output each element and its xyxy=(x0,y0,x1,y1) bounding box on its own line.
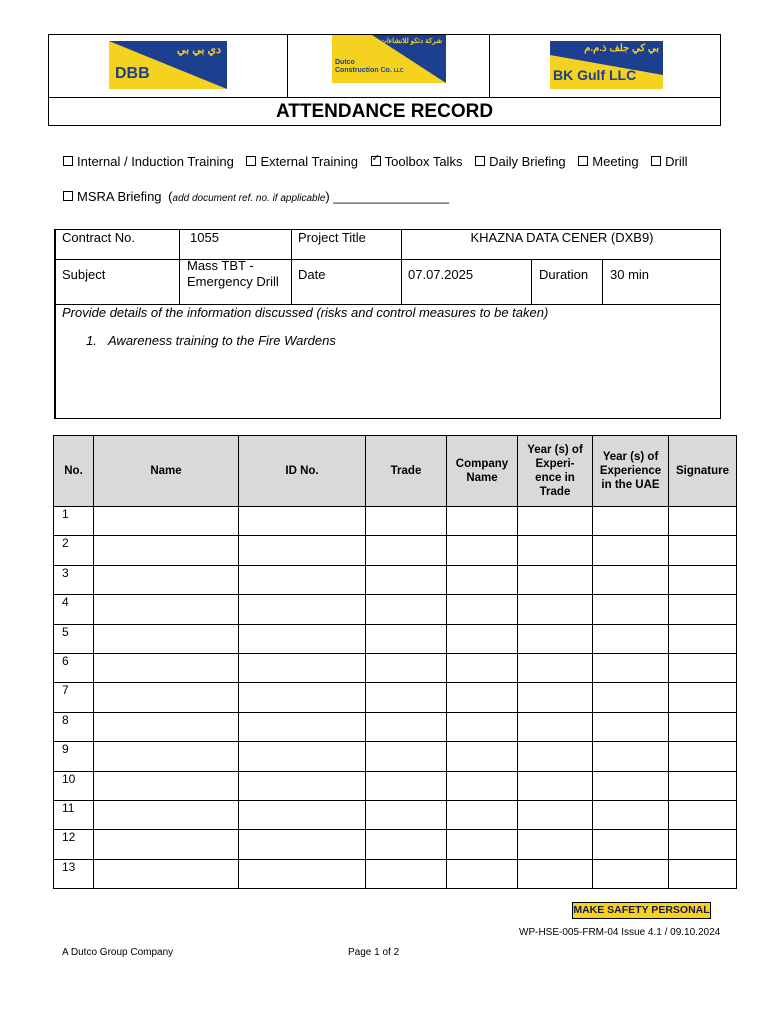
logo-row xyxy=(49,35,720,98)
cell-experience-uae[interactable] xyxy=(593,507,669,536)
subject-value-line1: Mass TBT - xyxy=(187,258,254,273)
cell-signature[interactable] xyxy=(669,595,737,624)
option-meeting[interactable] xyxy=(578,154,638,169)
cell-experience-uae[interactable] xyxy=(593,712,669,741)
row-number: 13 xyxy=(54,859,94,888)
column-header-line: Experience xyxy=(599,465,662,477)
cell-signature[interactable] xyxy=(669,683,737,712)
cell-signature[interactable] xyxy=(669,565,737,594)
option-label: Internal / Induction Training xyxy=(77,154,234,169)
cell-trade[interactable] xyxy=(366,712,447,741)
cell-name[interactable] xyxy=(94,742,239,771)
row-number: 5 xyxy=(54,624,94,653)
row-number: 4 xyxy=(54,595,94,624)
company-footer: A Dutco Group Company xyxy=(62,947,174,958)
table-row xyxy=(54,830,737,859)
column-header-experience-trade xyxy=(518,436,593,507)
document-header xyxy=(48,34,721,126)
cell-name[interactable] xyxy=(94,536,239,565)
dbb-logo xyxy=(109,41,227,89)
duration-label: Duration xyxy=(539,267,589,282)
cell-name[interactable] xyxy=(94,565,239,594)
cell-experience-trade[interactable] xyxy=(518,624,593,653)
option-label: Toolbox Talks xyxy=(384,154,463,169)
cell-id-no[interactable] xyxy=(239,683,366,712)
table-row xyxy=(54,536,737,565)
cell-experience-uae[interactable] xyxy=(593,624,669,653)
table-row xyxy=(54,683,737,712)
page-title: ATTENDANCE RECORD xyxy=(275,101,494,122)
cell-company-name[interactable] xyxy=(447,624,518,653)
option-label: Drill xyxy=(665,154,688,169)
cell-id-no[interactable] xyxy=(239,712,366,741)
cell-name[interactable] xyxy=(94,859,239,888)
column-header-line: Trade xyxy=(390,465,422,477)
cell-name[interactable] xyxy=(94,771,239,800)
attendance-table xyxy=(53,435,737,889)
checkbox[interactable] xyxy=(246,156,256,166)
column-header-line: No. xyxy=(64,465,83,477)
column-header-line: in the UAE xyxy=(601,479,660,491)
table-row xyxy=(54,742,737,771)
row-number: 11 xyxy=(54,800,94,829)
row-number: 10 xyxy=(54,771,94,800)
cell-signature[interactable] xyxy=(669,653,737,682)
cell-trade[interactable] xyxy=(366,536,447,565)
cell-experience-uae[interactable] xyxy=(593,653,669,682)
cell-id-no[interactable] xyxy=(239,507,366,536)
checkbox[interactable] xyxy=(475,156,485,166)
table-row xyxy=(54,624,737,653)
column-header-experience-uae xyxy=(593,436,669,507)
msra-row xyxy=(63,189,449,204)
cell-experience-trade[interactable] xyxy=(518,859,593,888)
cell-company-name[interactable] xyxy=(447,536,518,565)
msra-ref-field[interactable]: ________________ xyxy=(333,189,450,204)
cell-signature[interactable] xyxy=(669,800,737,829)
row-number: 8 xyxy=(54,712,94,741)
row-number: 1 xyxy=(54,507,94,536)
column-header-line: ID No. xyxy=(285,465,319,477)
cell-id-no[interactable] xyxy=(239,830,366,859)
table-row xyxy=(54,565,737,594)
column-header-trade xyxy=(366,436,447,507)
table-row xyxy=(54,595,737,624)
row-number: 2 xyxy=(54,536,94,565)
msra-close-paren: ) xyxy=(325,189,330,204)
date-value[interactable]: 07.07.2025 xyxy=(408,267,474,282)
checkbox[interactable] xyxy=(63,156,73,166)
msra-open-paren: ( xyxy=(168,189,173,204)
cell-company-name[interactable] xyxy=(447,859,518,888)
info-table xyxy=(54,229,721,419)
cell-trade[interactable] xyxy=(366,830,447,859)
column-header-line: Name xyxy=(150,465,182,477)
subject-label: Subject xyxy=(62,267,106,282)
duration-value[interactable]: 30 min xyxy=(610,267,650,282)
cell-signature[interactable] xyxy=(669,830,737,859)
cell-company-name[interactable] xyxy=(447,742,518,771)
cell-experience-trade[interactable] xyxy=(518,800,593,829)
cell-trade[interactable] xyxy=(366,771,447,800)
dutco-logo-suffix: LLC xyxy=(393,68,404,74)
logo-cell-dutco xyxy=(288,35,490,97)
cell-name[interactable] xyxy=(94,800,239,829)
contract-value[interactable]: 1055 xyxy=(190,230,219,245)
cell-id-no[interactable] xyxy=(239,800,366,829)
details-item-text: Awareness training to the Fire Wardens xyxy=(108,333,336,348)
cell-company-name[interactable] xyxy=(447,830,518,859)
column-header-line: Trade xyxy=(539,486,571,498)
row-number: 3 xyxy=(54,565,94,594)
cell-name[interactable] xyxy=(94,507,239,536)
row-number: 9 xyxy=(54,742,94,771)
bkgulf-logo xyxy=(550,41,663,89)
cell-signature[interactable] xyxy=(669,624,737,653)
training-type-row xyxy=(63,154,697,169)
cell-trade[interactable] xyxy=(366,859,447,888)
dutco-logo-line2 xyxy=(335,67,403,74)
cell-experience-uae[interactable] xyxy=(593,683,669,712)
logo-cell-dbb xyxy=(49,35,288,97)
msra-note: add document ref. no. if applicable xyxy=(172,193,326,204)
cell-company-name[interactable] xyxy=(447,771,518,800)
cell-experience-uae[interactable] xyxy=(593,800,669,829)
cell-signature[interactable] xyxy=(669,536,737,565)
subject-value-line2: Emergency Drill xyxy=(187,274,279,289)
attendance-body xyxy=(54,507,737,889)
cell-signature[interactable] xyxy=(669,859,737,888)
bkgulf-logo-text: BK Gulf LLC xyxy=(553,67,637,83)
table-row xyxy=(54,712,737,741)
cell-experience-trade[interactable] xyxy=(518,507,593,536)
cell-signature[interactable] xyxy=(669,771,737,800)
cell-experience-trade[interactable] xyxy=(518,712,593,741)
cell-name[interactable] xyxy=(94,653,239,682)
dutco-logo-arabic: شركة دتكو للانشاءات ذ.م.م xyxy=(362,38,442,45)
option-toolbox-talks[interactable] xyxy=(371,154,463,169)
cell-signature[interactable] xyxy=(669,507,737,536)
cell-experience-uae[interactable] xyxy=(593,859,669,888)
column-header-signature xyxy=(669,436,737,507)
dbb-logo-text: DBB xyxy=(115,65,150,82)
date-label: Date xyxy=(298,267,326,282)
cell-trade[interactable] xyxy=(366,595,447,624)
cell-company-name[interactable] xyxy=(447,653,518,682)
option-internal-training[interactable] xyxy=(63,154,234,169)
row-number: 6 xyxy=(54,653,94,682)
column-header-name xyxy=(94,436,239,507)
table-row xyxy=(54,507,737,536)
dbb-logo-arabic: دي بي بي xyxy=(176,44,221,56)
column-header-line: Name xyxy=(466,472,498,484)
column-header-line: ence in xyxy=(535,472,575,484)
cell-experience-uae[interactable] xyxy=(593,536,669,565)
cell-experience-trade[interactable] xyxy=(518,742,593,771)
cell-experience-uae[interactable] xyxy=(593,771,669,800)
cell-trade[interactable] xyxy=(366,624,447,653)
cell-name[interactable] xyxy=(94,595,239,624)
row-number: 7 xyxy=(54,683,94,712)
cell-experience-trade[interactable] xyxy=(518,595,593,624)
row-number: 12 xyxy=(54,830,94,859)
page-number: Page 1 of 2 xyxy=(348,947,400,958)
cell-trade[interactable] xyxy=(366,507,447,536)
cell-name[interactable] xyxy=(94,624,239,653)
checkbox[interactable] xyxy=(651,156,661,166)
cell-id-no[interactable] xyxy=(239,595,366,624)
table-row xyxy=(54,771,737,800)
column-header-line: Year (s) of xyxy=(602,451,659,463)
cell-experience-uae[interactable] xyxy=(593,830,669,859)
cell-name[interactable] xyxy=(94,830,239,859)
column-header-line: Company xyxy=(455,458,509,470)
cell-trade[interactable] xyxy=(366,653,447,682)
dutco-logo xyxy=(332,35,446,83)
cell-id-no[interactable] xyxy=(239,565,366,594)
cell-name[interactable] xyxy=(94,712,239,741)
cell-trade[interactable] xyxy=(366,800,447,829)
checkbox-checked[interactable] xyxy=(371,156,381,166)
column-header-line: Year (s) of xyxy=(527,444,583,456)
cell-experience-uae[interactable] xyxy=(593,565,669,594)
cell-experience-trade[interactable] xyxy=(518,536,593,565)
cell-trade[interactable] xyxy=(366,683,447,712)
cell-experience-trade[interactable] xyxy=(518,653,593,682)
cell-company-name[interactable] xyxy=(447,595,518,624)
cell-signature[interactable] xyxy=(669,712,737,741)
bkgulf-logo-arabic: بي كي جلف ذ.م.م xyxy=(584,43,659,54)
option-label: MSRA Briefing xyxy=(77,189,162,204)
cell-company-name[interactable] xyxy=(447,565,518,594)
attendance-header-row xyxy=(54,436,737,507)
cell-experience-uae[interactable] xyxy=(593,742,669,771)
dutco-logo-line1: Dutco xyxy=(335,59,355,66)
cell-name[interactable] xyxy=(94,683,239,712)
cell-id-no[interactable] xyxy=(239,536,366,565)
column-header-line: Experi- xyxy=(535,458,575,470)
make-safety-personal-badge: MAKE SAFETY PERSONAL xyxy=(572,902,711,919)
option-drill[interactable] xyxy=(651,154,687,169)
option-label: Daily Briefing xyxy=(489,154,566,169)
option-label: Meeting xyxy=(592,154,639,169)
cell-experience-trade[interactable] xyxy=(518,771,593,800)
option-label: External Training xyxy=(260,154,359,169)
logo-cell-bkgulf xyxy=(490,35,722,97)
dutco-logo-line2-text: Construction Co. xyxy=(335,67,392,74)
column-header-id-no xyxy=(239,436,366,507)
details-item[interactable]: 1. Awareness training to the Fire Wardens xyxy=(86,333,336,348)
option-daily-briefing[interactable] xyxy=(475,154,566,169)
cell-company-name[interactable] xyxy=(447,800,518,829)
column-header-no xyxy=(54,436,94,507)
cell-experience-uae[interactable] xyxy=(593,595,669,624)
document-reference: WP-HSE-005-FRM-04 Issue 4.1 / 09.10.2024 xyxy=(519,927,721,938)
cell-id-no[interactable] xyxy=(239,771,366,800)
cell-experience-trade[interactable] xyxy=(518,565,593,594)
column-header-line: Signature xyxy=(675,465,730,477)
contract-label: Contract No. xyxy=(62,230,135,245)
project-title-value[interactable]: KHAZNA DATA CENER (DXB9) xyxy=(470,230,654,245)
checkbox[interactable] xyxy=(578,156,588,166)
cell-id-no[interactable] xyxy=(239,859,366,888)
table-row xyxy=(54,859,737,888)
table-row xyxy=(54,653,737,682)
cell-company-name[interactable] xyxy=(447,683,518,712)
table-row xyxy=(54,800,737,829)
column-header-company-name xyxy=(447,436,518,507)
cell-id-no[interactable] xyxy=(239,624,366,653)
option-msra-briefing[interactable] xyxy=(63,189,162,204)
cell-experience-trade[interactable] xyxy=(518,830,593,859)
cell-id-no[interactable] xyxy=(239,653,366,682)
cell-trade[interactable] xyxy=(366,742,447,771)
checkbox[interactable] xyxy=(63,191,73,201)
project-title-label: Project Title xyxy=(298,230,366,245)
option-external-training[interactable] xyxy=(246,154,358,169)
details-prompt: Provide details of the information discussed (risks and control measures to be taken) xyxy=(62,305,549,320)
cell-signature[interactable] xyxy=(669,742,737,771)
subject-value[interactable] xyxy=(187,258,279,290)
cell-company-name[interactable] xyxy=(447,507,518,536)
cell-experience-trade[interactable] xyxy=(518,683,593,712)
cell-id-no[interactable] xyxy=(239,742,366,771)
cell-trade[interactable] xyxy=(366,565,447,594)
cell-company-name[interactable] xyxy=(447,712,518,741)
